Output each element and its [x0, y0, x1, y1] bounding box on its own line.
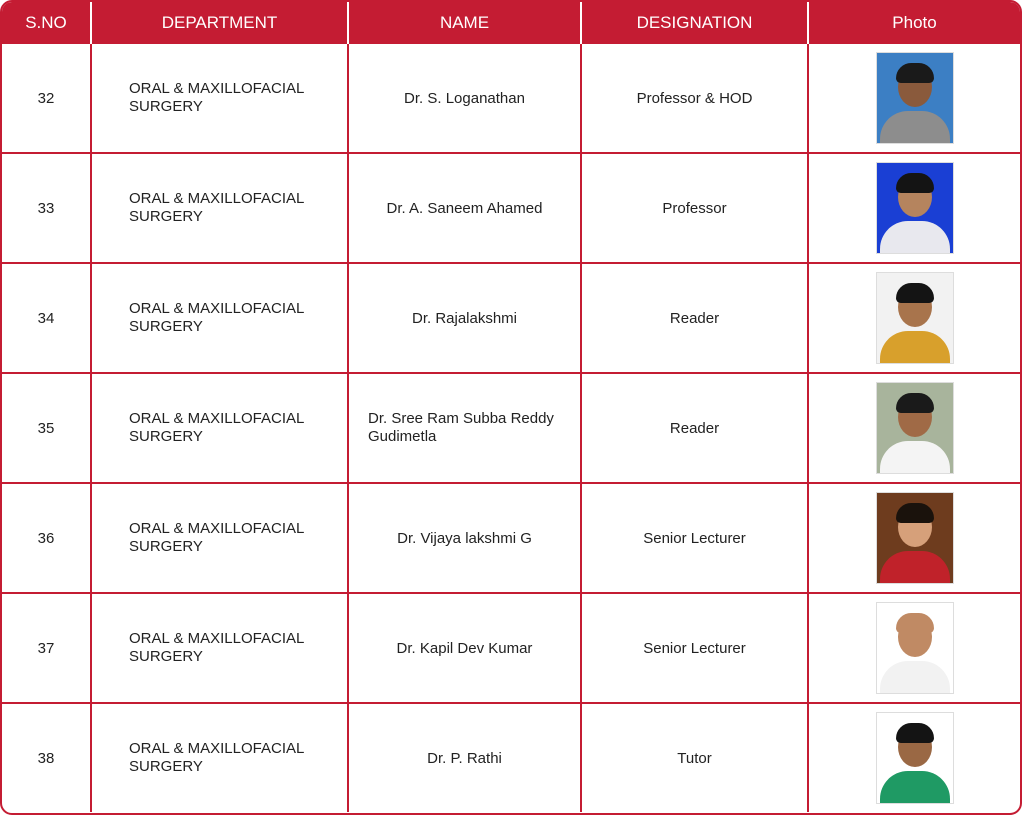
header-department: DEPARTMENT — [91, 2, 348, 44]
table-header-row — [2, 2, 1020, 44]
cell-photo — [808, 703, 1020, 812]
photo-hair — [896, 393, 934, 413]
faculty-photo — [876, 382, 954, 474]
name-line-1: Dr. Kapil Dev Kumar — [396, 639, 533, 657]
department-line-2: SURGERY — [129, 98, 203, 115]
header-designation: DESIGNATION — [581, 2, 808, 44]
cell-department — [91, 44, 348, 153]
cell-name — [348, 263, 581, 373]
header-photo: Photo — [808, 2, 1020, 44]
faculty-photo — [876, 602, 954, 694]
faculty-photo — [876, 712, 954, 804]
cell-name — [348, 44, 581, 153]
cell-name — [348, 153, 581, 263]
table-row — [2, 373, 1020, 483]
designation-text: Senior Lecturer — [643, 529, 746, 547]
name-line-1: Dr. Vijaya lakshmi G — [397, 529, 532, 547]
cell-sno — [2, 263, 91, 373]
cell-sno — [2, 373, 91, 483]
designation-text: Reader — [669, 419, 720, 437]
department-line-1: ORAL & MAXILLOFACIAL — [129, 300, 305, 317]
name-line-1: Dr. S. Loganathan — [404, 89, 525, 107]
name-line-1: Dr. A. Saneem Ahamed — [386, 199, 543, 217]
cell-department — [91, 153, 348, 263]
table-row — [2, 263, 1020, 373]
cell-photo — [808, 373, 1020, 483]
department-line-2: SURGERY — [129, 428, 203, 445]
cell-name — [348, 373, 581, 483]
table-row — [2, 153, 1020, 263]
table-row — [2, 703, 1020, 812]
sno-text: 34 — [37, 309, 55, 327]
designation-text: Senior Lecturer — [643, 639, 746, 657]
photo-body — [880, 441, 950, 474]
department-line-2: SURGERY — [129, 538, 203, 555]
sno-text: 35 — [37, 419, 55, 437]
cell-name — [348, 703, 581, 812]
photo-body — [880, 551, 950, 584]
cell-designation — [581, 483, 808, 593]
designation-text: Professor & HOD — [636, 89, 753, 107]
photo-body — [880, 661, 950, 694]
cell-department — [91, 373, 348, 483]
department-line-1: ORAL & MAXILLOFACIAL — [129, 740, 305, 757]
sno-text: 38 — [37, 749, 55, 767]
photo-hair — [896, 63, 934, 83]
cell-designation — [581, 373, 808, 483]
cell-name — [348, 593, 581, 703]
name-line-2: Gudimetla — [368, 428, 437, 445]
cell-photo — [808, 263, 1020, 373]
cell-photo — [808, 153, 1020, 263]
header-sno: S.NO — [2, 2, 91, 44]
faculty-photo — [876, 492, 954, 584]
photo-body — [880, 221, 950, 254]
sno-text: 37 — [37, 639, 55, 657]
table-row — [2, 593, 1020, 703]
photo-hair — [896, 283, 934, 303]
department-line-1: ORAL & MAXILLOFACIAL — [129, 190, 305, 207]
cell-designation — [581, 593, 808, 703]
cell-photo — [808, 44, 1020, 153]
photo-body — [880, 331, 950, 364]
cell-sno — [2, 593, 91, 703]
cell-sno — [2, 44, 91, 153]
cell-designation — [581, 44, 808, 153]
cell-department — [91, 703, 348, 812]
cell-designation — [581, 263, 808, 373]
header-name: NAME — [348, 2, 581, 44]
photo-body — [880, 111, 950, 144]
department-line-2: SURGERY — [129, 758, 203, 775]
department-line-1: ORAL & MAXILLOFACIAL — [129, 630, 305, 647]
cell-sno — [2, 153, 91, 263]
designation-text: Tutor — [677, 749, 712, 767]
cell-department — [91, 593, 348, 703]
designation-text: Reader — [669, 309, 720, 327]
cell-designation — [581, 153, 808, 263]
cell-name — [348, 483, 581, 593]
department-line-1: ORAL & MAXILLOFACIAL — [129, 80, 305, 97]
department-line-1: ORAL & MAXILLOFACIAL — [129, 520, 305, 537]
photo-hair — [896, 723, 934, 743]
cell-photo — [808, 593, 1020, 703]
sno-text: 32 — [37, 89, 55, 107]
department-line-2: SURGERY — [129, 318, 203, 335]
faculty-photo — [876, 272, 954, 364]
photo-hair — [896, 503, 934, 523]
sno-text: 33 — [37, 199, 55, 217]
cell-department — [91, 263, 348, 373]
name-line-1: Dr. P. Rathi — [427, 749, 502, 767]
department-line-2: SURGERY — [129, 208, 203, 225]
department-line-2: SURGERY — [129, 648, 203, 665]
department-line-1: ORAL & MAXILLOFACIAL — [129, 410, 305, 427]
faculty-photo — [876, 162, 954, 254]
cell-sno — [2, 483, 91, 593]
sno-text: 36 — [37, 529, 55, 547]
cell-designation — [581, 703, 808, 812]
table-row — [2, 44, 1020, 153]
cell-sno — [2, 703, 91, 812]
photo-hair — [896, 173, 934, 193]
name-line-1: Dr. Rajalakshmi — [411, 309, 518, 327]
photo-body — [880, 771, 950, 804]
table-row — [2, 483, 1020, 593]
cell-photo — [808, 483, 1020, 593]
name-line-1: Dr. Sree Ram Subba Reddy — [368, 410, 554, 427]
faculty-photo — [876, 52, 954, 144]
cell-department — [91, 483, 348, 593]
photo-hair — [896, 613, 934, 633]
designation-text: Professor — [662, 199, 727, 217]
faculty-table — [2, 2, 1020, 812]
